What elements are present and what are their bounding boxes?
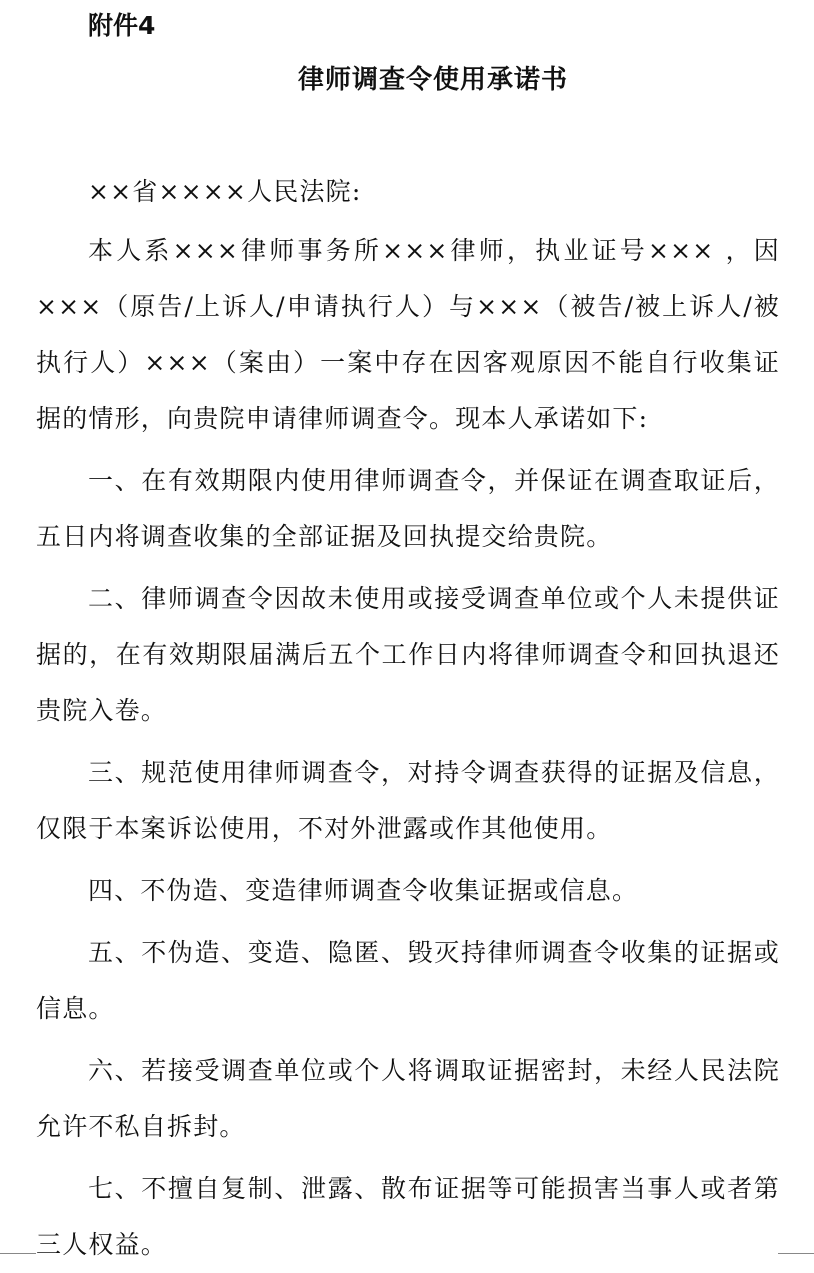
- intro-paragraph: 本人系×××律师事务所×××律师，执业证号××× ，因×××（原告/上诉人/申请执行人）与×××（被告/被上诉人/被执行人）×××（案由）一案中存在因客观原因不能自行收集证据的情形，向贵院申请律师调查令。现本人承诺如下:: [36, 236, 780, 433]
- commitment-item-6: 六、若接受调查单位或个人将调取证据密封，未经人民法院允许不私自拆封。: [36, 1056, 780, 1141]
- commitment-item-2: 二、律师调查令因故未使用或接受调查单位或个人未提供证据的，在有效期限届满后五个工作日内将律师调查令和回执退还贵院入卷。: [36, 584, 780, 725]
- commitment-item-3: 三、规范使用律师调查令，对持令调查获得的证据及信息，仅限于本案诉讼使用，不对外泄露或作其他使用。: [36, 758, 780, 843]
- document-title: 律师调查令使用承诺书: [297, 65, 568, 95]
- attachment-label: 附件4: [88, 11, 156, 40]
- commitment-item-1: 一、在有效期限内使用律师调查令，并保证在调查取证后，五日内将调查收集的全部证据及回执提交给贵院。: [36, 466, 780, 551]
- salutation: ××省××××人民法院:: [88, 177, 362, 206]
- document-body: [36, 164, 780, 1273]
- commitment-item-4: 四、不伪造、变造律师调查令收集证据或信息。: [88, 876, 639, 905]
- commitment-item-7: 七、不擅自复制、泄露、散布证据等可能损害当事人或者第三人权益。: [36, 1174, 780, 1259]
- commitment-item-5: 五、不伪造、变造、隐匿、毁灭持律师调查令收集的证据或信息。: [36, 938, 780, 1023]
